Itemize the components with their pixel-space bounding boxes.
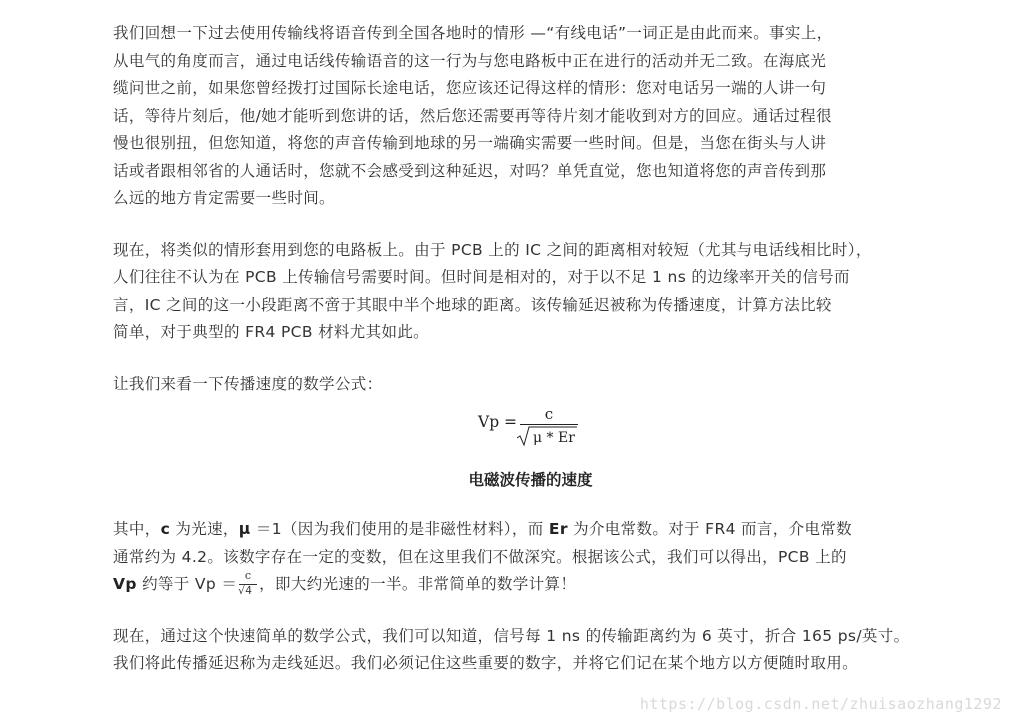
paragraph-explanation	[113, 516, 948, 599]
text-line: 话或者跟相邻省的人通话时，您就不会感受到这种延迟，对吗？单凭直觉，您也知道将您的声音传到那	[113, 161, 827, 180]
text-line: 慢也很别扭，但您知道，将您的声音传输到地球的另一端确实需要一些时间。但是，当您在街头与人讲	[113, 134, 827, 152]
text-line	[113, 516, 948, 544]
text-line: 言，IC 之间的这一小段距离不啻于其眼中半个地球的距离。该传输延迟被称为传播速度，计算方法比较	[113, 295, 832, 314]
text-line: 缆问世之前，如果您曾经拨打过国际长途电话，您应该还记得这样的情形：您对电话另一端的人讲一句	[113, 79, 827, 97]
formula-denominator	[520, 425, 578, 447]
inline-denominator: √4	[238, 584, 253, 597]
velocity-formula	[113, 404, 948, 452]
text-span: 为介电常数。对于 FR4 而言，介电常数	[567, 520, 853, 538]
text-line: 简单，对于典型的 FR4 PCB 材料尤其如此。	[113, 323, 430, 341]
text-line: 通常约为 4.2。该数字存在一定的变数，但在这里我们不做深究。根据该公式，我们可以得出，PCB 上的	[113, 547, 847, 566]
text-line: 现在，将类似的情形套用到您的电路板上。由于 PCB 上的 IC 之间的距离相对较短（尤其与电话线相比时），	[113, 240, 872, 259]
symbol-vp: Vp	[113, 575, 137, 593]
inline-fraction	[238, 568, 258, 598]
text-line: 从电气的角度而言，通过电话线传输语音的这一行为与您电路板中正在进行的活动并无二致。在海底光	[113, 51, 827, 70]
denominator-text: μ * Er	[533, 430, 575, 446]
inline-numerator: c	[244, 568, 252, 582]
text-span: 为光速，	[170, 520, 239, 538]
paragraph-trace-delay	[113, 623, 948, 678]
text-line: 我们将此传播延迟称为走线延迟。我们必须记住这些重要的数字，并将它们记在某个地方以方便随时取用。	[113, 654, 858, 672]
text-span: ，即大约光速的一半。非常简单的数学计算！	[259, 575, 577, 593]
formula-lhs: Vp =	[478, 413, 518, 431]
text-span: 约等于 Vp ＝	[136, 575, 238, 593]
symbol-er: Er	[548, 520, 568, 538]
text-line	[113, 568, 948, 599]
paragraph-pcb-delay	[113, 237, 948, 347]
text-line: 我们回想一下过去使用传输线将语音传到全国各地时的情形 —“有线电话”一词正是由此而来。事实上，	[113, 24, 833, 42]
formula-caption: 电磁波传播的速度	[468, 471, 593, 489]
text-line: 话，等待片刻后，他/她才能听到您讲的话，然后您还需要再等待片刻才能收到对方的回应。通话过程很	[113, 106, 832, 125]
formula-fraction	[520, 404, 578, 447]
text-line: 现在，通过这个快速简单的数学公式，我们可以知道，信号每 1 ns 的传输距离约为 6 英寸，折合 165 ps/英寸。	[113, 626, 910, 645]
paragraph-telephone-analogy	[113, 20, 948, 213]
text-line: 么远的地方肯定需要一些时间。	[113, 189, 335, 207]
text-line: 人们往往不认为在 PCB 上传输信号需要时间。但时间是相对的，对于以不足 1 ns 的边缘率开关的信号而	[113, 268, 850, 286]
formula-numerator: c	[544, 405, 554, 423]
text-span: ＝1（因为我们使用的是非磁性材料），而	[250, 520, 549, 538]
symbol-mu: μ	[238, 520, 251, 538]
text-span: 其中，	[113, 520, 161, 538]
symbol-c: c	[160, 520, 171, 538]
formula-intro: 让我们来看一下传播速度的数学公式：	[113, 374, 383, 393]
watermark: https://blog.csdn.net/zhuisaozhang1292	[639, 695, 1002, 713]
article-body	[113, 20, 948, 678]
